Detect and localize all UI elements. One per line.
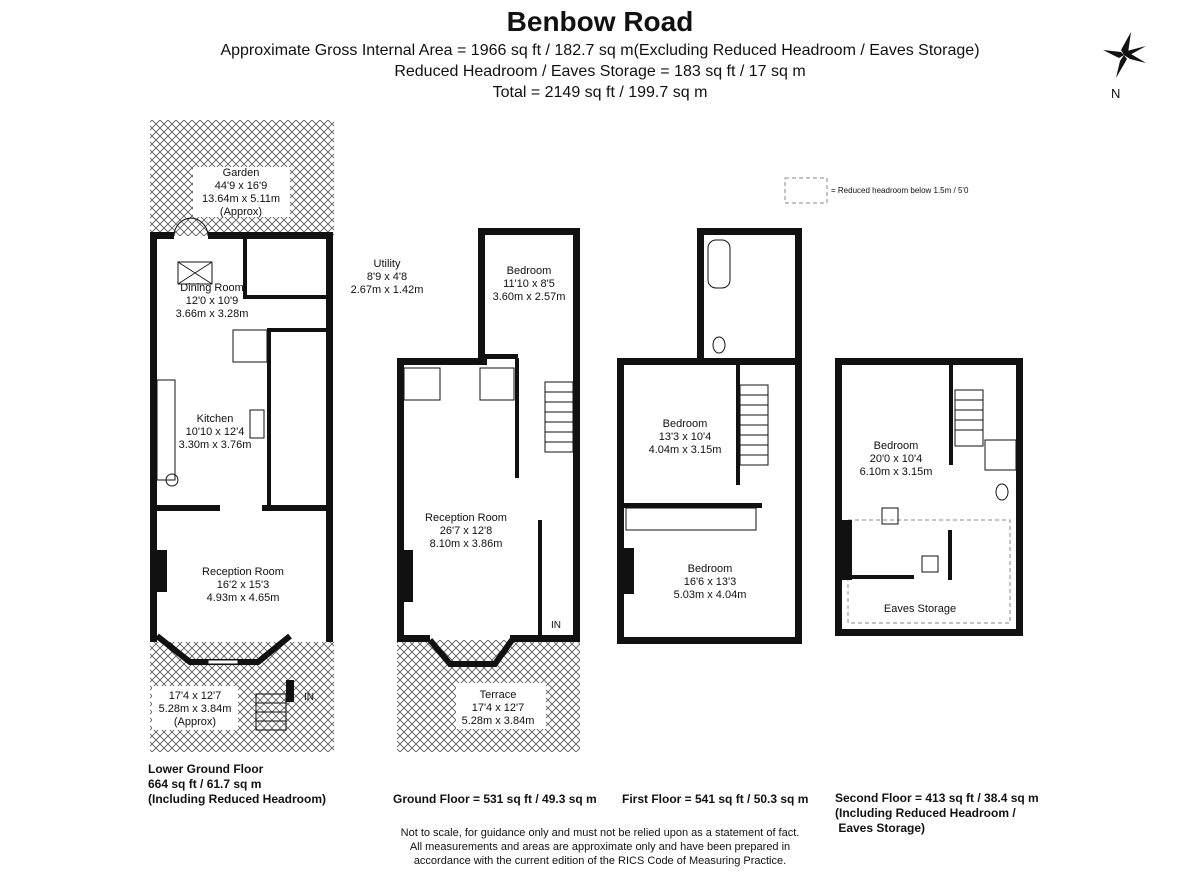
floor-label-ground: Ground Floor = 531 sq ft / 49.3 sq m (393, 792, 597, 806)
room-label-dining-room: Dining Room 12'0 x 10'9 3.66m x 3.28m (175, 282, 249, 320)
total-area-line: Total = 2149 sq ft / 199.7 sq m (492, 84, 708, 101)
gross-area-line: Approximate Gross Internal Area = 1966 sq ft / 182.7 sq m(Excluding Reduced Headroom / Eaves Storage) (220, 42, 980, 59)
entrance-label-ground: IN (551, 620, 561, 631)
room-label-kitchen: Kitchen 10'10 x 12'4 3.30m x 3.76m (178, 413, 252, 451)
floor-label-lower-ground: Lower Ground Floor 664 sq ft / 61.7 sq m (Including Reduced Headroom) (148, 762, 327, 806)
room-label-second-bedroom: Bedroom 20'0 x 10'4 6.10m x 3.15m (859, 440, 933, 478)
reduced-area-line: Reduced Headroom / Eaves Storage = 183 sq ft / 17 sq m (394, 63, 806, 80)
page-title: Benbow Road (506, 6, 694, 37)
room-label-ground-bedroom: Bedroom 11'10 x 8'5 3.60m x 2.57m (492, 265, 566, 303)
room-label-lg-reception: Reception Room 16'2 x 15'3 4.93m x 4.65m (202, 566, 284, 604)
second-floor-plan (835, 358, 1023, 636)
room-label-eaves-storage: Eaves Storage (883, 603, 957, 615)
room-label-first-bedroom-rear: Bedroom 13'3 x 10'4 4.04m x 3.15m (648, 418, 722, 456)
legend-text: = Reduced headroom below 1.5m / 5'0 (831, 186, 969, 195)
room-label-terrace: Terrace 17'4 x 12'7 5.28m x 3.84m (461, 689, 535, 727)
floor-label-first: First Floor = 541 sq ft / 50.3 sq m (622, 792, 809, 806)
room-label-ground-reception: Reception Room 26'7 x 12'8 8.10m x 3.86m (425, 512, 507, 550)
floor-label-second: Second Floor = 413 sq ft / 38.4 sq m (Including Reduced Headroom / Eaves Storage) (835, 791, 1039, 835)
compass-north-label: N (1111, 86, 1121, 101)
room-label-front-area: 17'4 x 12'7 5.28m x 3.84m (Approx) (158, 690, 232, 728)
ground-floor-plan (397, 228, 580, 752)
disclaimer: Not to scale, for guidance only and must not be relied upon as a statement of fact. All measurements and areas are approximate only and have been prepared in accordance with the current edition of the RICS Code of Measuring Practice. (400, 827, 800, 867)
legend-swatch (785, 178, 827, 203)
room-label-utility: Utility 8'9 x 4'8 2.67m x 1.42m (350, 258, 424, 296)
room-label-first-bedroom-front: Bedroom 16'6 x 13'3 5.03m x 4.04m (673, 563, 747, 601)
entrance-label-lower-ground: IN (304, 692, 314, 703)
room-label-garden: Garden 44'9 x 16'9 13.64m x 5.11m (Approx) (201, 167, 281, 218)
